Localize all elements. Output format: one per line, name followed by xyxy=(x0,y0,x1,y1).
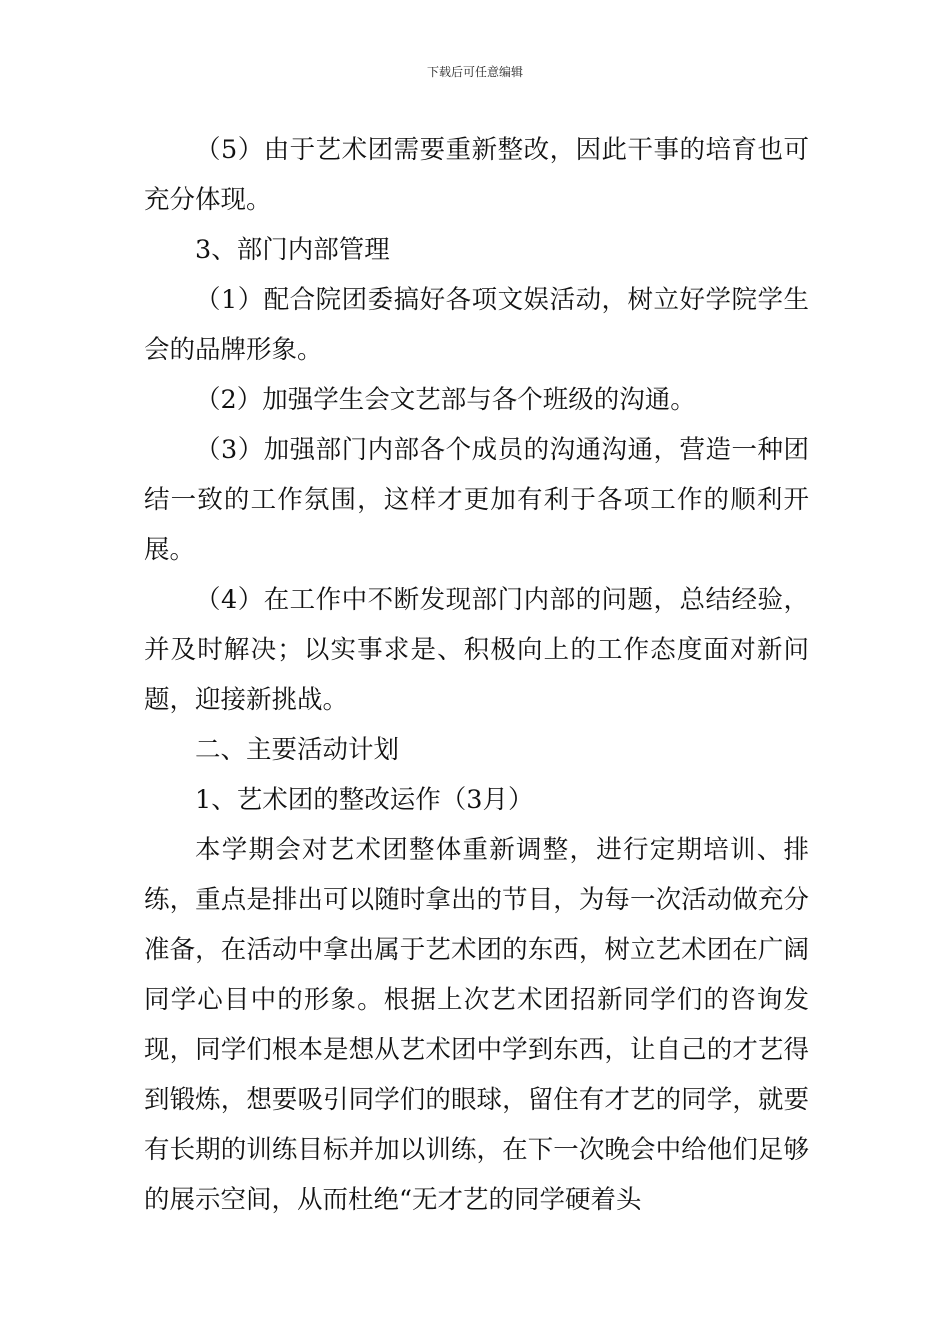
paragraph-art-troupe-body: 本学期会对艺术团整体重新调整，进行定期培训、排练，重点是排出可以随时拿出的节目，为每一次活动做充分准备，在活动中拿出属于艺术团的东西，树立艺术团在广阔同学心目中的形象。根据上次艺术团招新同学们的咨询发现，同学们根本是想从艺术团中学到东西，让自己的才艺得到锻炼，想要吸引同学们的眼球，留住有才艺的同学，就要有长期的训练目标并加以训练，在下一次晚会中给他们足够的展示空间，从而杜绝“无才艺的同学硬着头 xyxy=(144,835,809,1215)
section-heading-activity-plan: 二、主要活动计划 xyxy=(195,735,400,765)
paragraph-item-2: （2）加强学生会文艺部与各个班级的沟通。 xyxy=(195,385,696,415)
paragraph-item-1: （1）配合院团委搞好各项文娱活动，树立好学院学生会的品牌形象。 xyxy=(144,285,809,365)
paragraph-item-5: （5）由于艺术团需要重新整改，因此干事的培育也可充分体现。 xyxy=(144,135,809,215)
section-heading-internal-management: 3、部门内部管理 xyxy=(195,235,390,265)
page-header: 下载后可任意编辑 xyxy=(426,65,523,79)
document-body xyxy=(144,125,809,1225)
paragraph-item-4: （4）在工作中不断发现部门内部的问题，总结经验，并及时解决；以实事求是、积极向上的工作态度面对新问题，迎接新挑战。 xyxy=(144,585,809,715)
subsection-heading-art-troupe: 1、艺术团的整改运作（3月） xyxy=(195,785,534,815)
paragraph-item-3: （3）加强部门内部各个成员的沟通沟通，营造一种团结一致的工作氛围，这样才更加有利于各项工作的顺利开展。 xyxy=(144,435,809,565)
